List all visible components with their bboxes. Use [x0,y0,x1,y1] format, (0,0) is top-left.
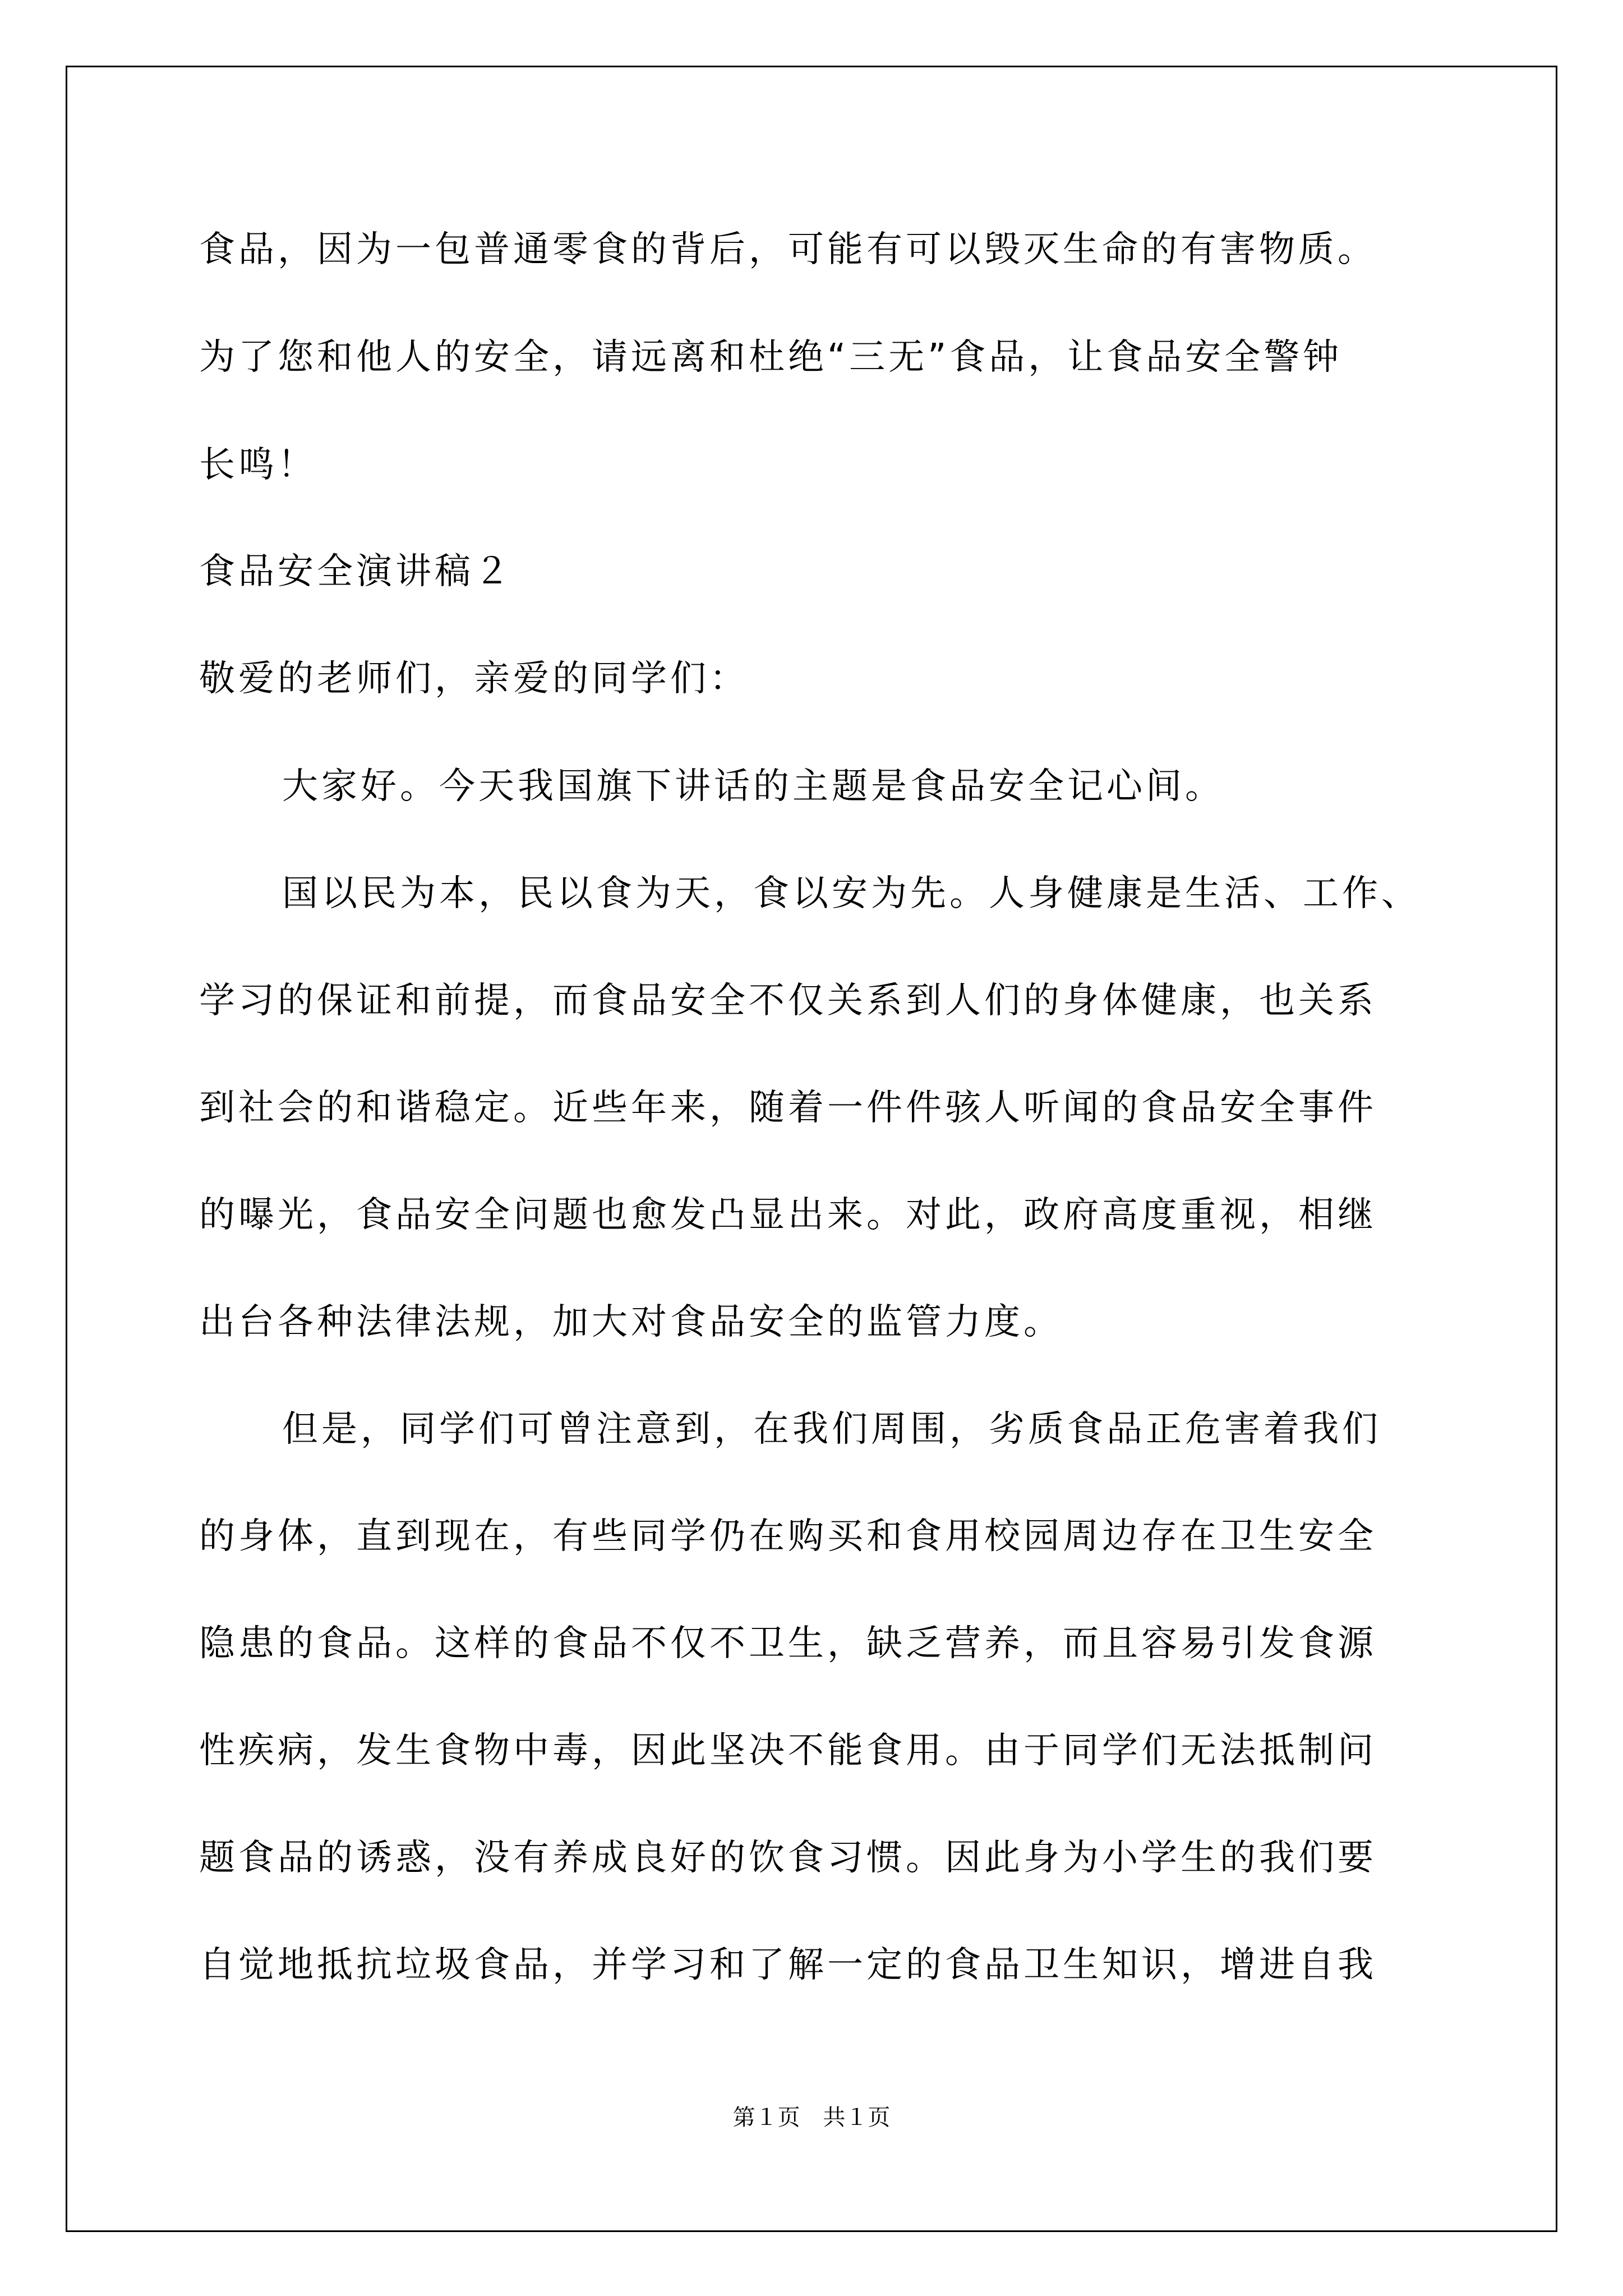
text-line: 长鸣！ [199,444,317,486]
page-total: 共１页 [823,2105,891,2131]
text-line: 题食品的诱惑，没有养成良好的饮食习惯。因此身为小学生的我们要 [199,1837,1377,1879]
text-line: 到社会的和谐稳定。近些年来，随着一件件骇人听闻的食品安全事件 [199,1087,1377,1129]
text-line: 但是，同学们可曾注意到，在我们周围，劣质食品正危害着我们 [282,1409,1381,1450]
text-line: 隐患的食品。这样的食品不仅不卫生，缺乏营养，而且容易引发食源 [199,1623,1377,1664]
page-number: 第１页 [732,2105,800,2131]
text-line: 国以民为本，民以食为天，食以安为先。人身健康是生活、工作、 [282,873,1421,914]
section-heading: 食品安全演讲稿２ [199,551,513,592]
salutation: 敬爱的老师们，亲爱的同学们： [199,658,749,700]
page-border [66,66,1557,2232]
text-line: 的身体，直到现在，有些同学仍在购买和食用校园周边存在卫生安全 [199,1516,1377,1557]
text-line: 自觉地抵抗垃圾食品，并学习和了解一定的食品卫生知识，增进自我 [199,1944,1377,1986]
text-line: 学习的保证和前提，而食品安全不仅关系到人们的身体健康，也关系 [199,980,1377,1022]
text-line: 的曝光，食品安全问题也愈发凸显出来。对此，政府高度重视，相继 [199,1194,1377,1236]
page-footer [0,2104,1623,2132]
text-line: 出台各种法律法规，加大对食品安全的监管力度。 [199,1301,1063,1343]
text-line: 大家好。今天我国旗下讲话的主题是食品安全记心间。 [282,766,1224,807]
text-line: 食品，因为一包普通零食的背后，可能有可以毁灭生命的有害物质。 [199,229,1377,270]
text-line: 为了您和他人的安全，请远离和杜绝“三无”食品，让食品安全警钟 [199,337,1343,378]
text-line: 性疾病，发生食物中毒，因此坚决不能食用。由于同学们无法抵制问 [199,1730,1377,1772]
